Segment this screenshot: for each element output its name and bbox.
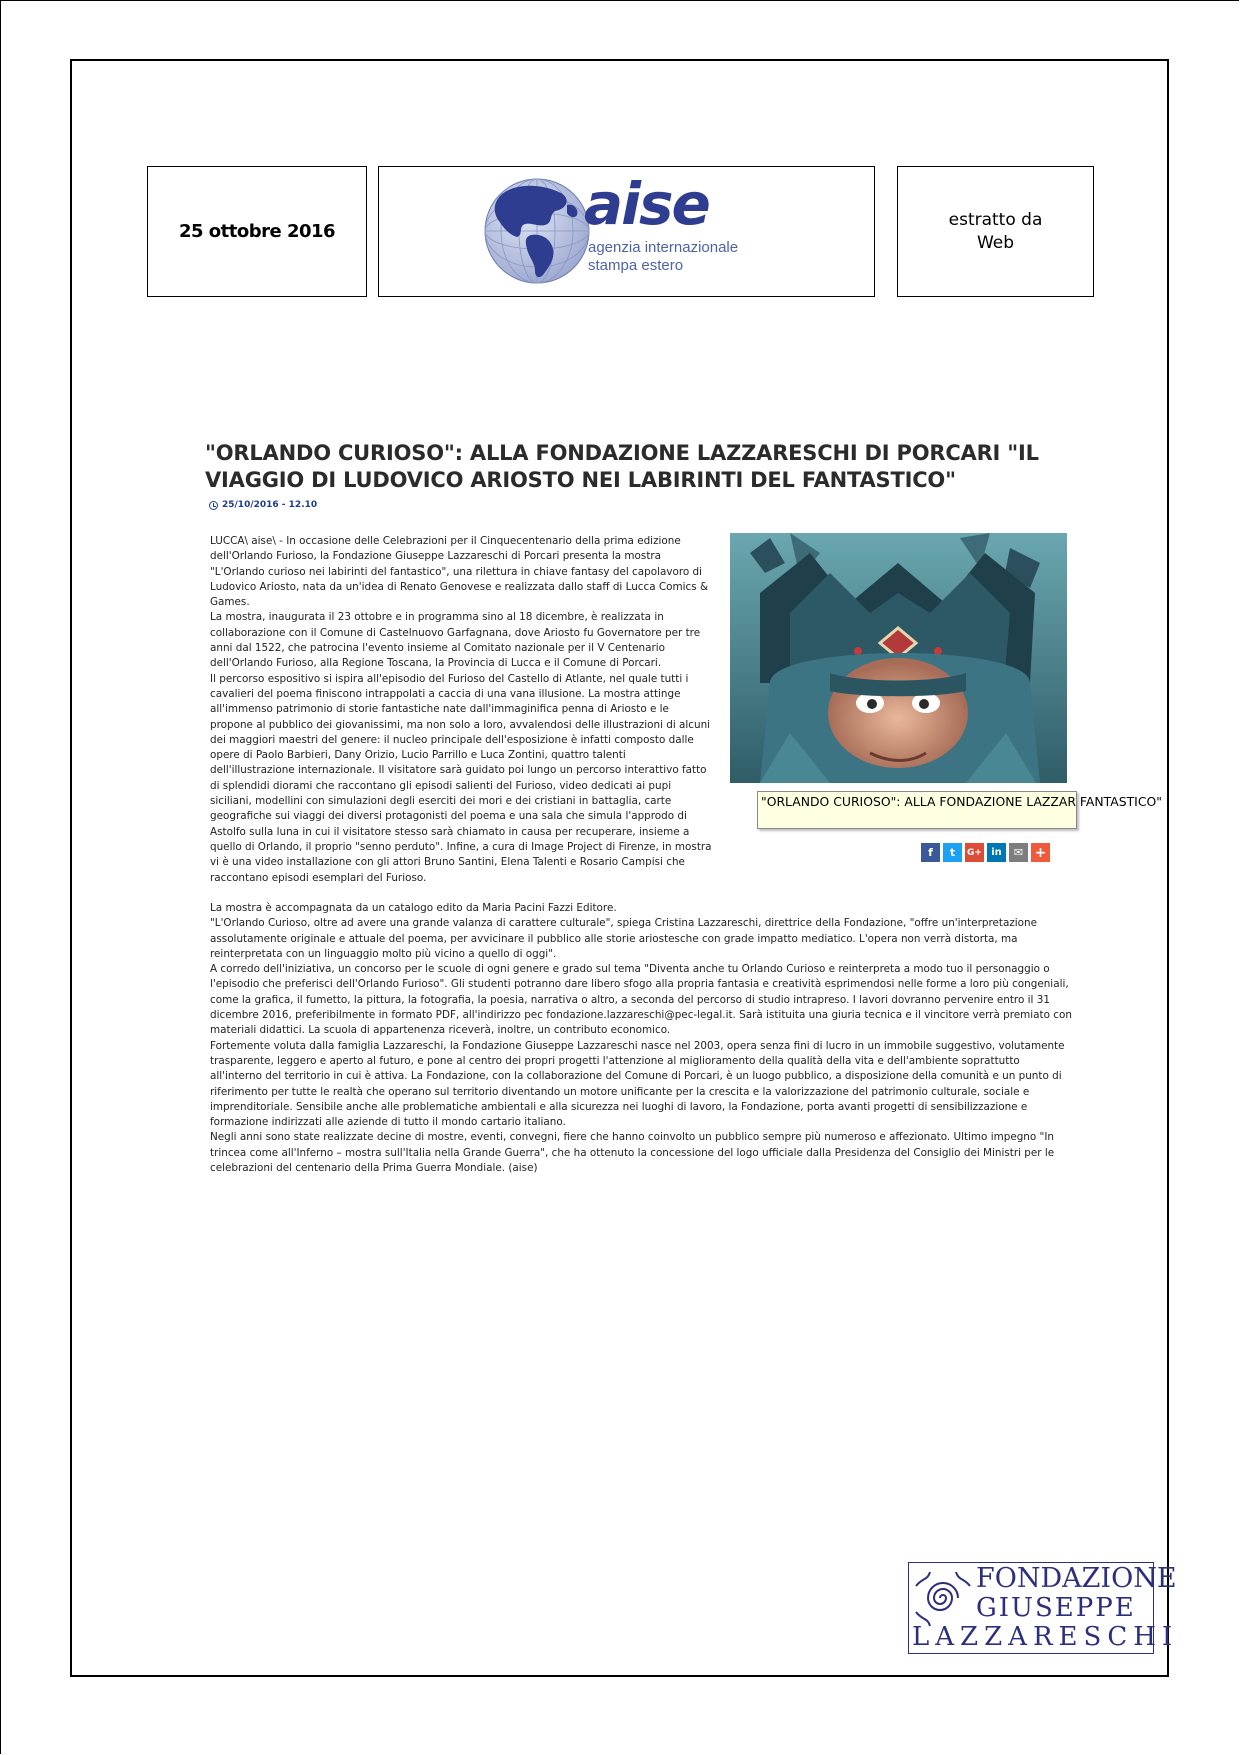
email-icon[interactable]: ✉ — [1009, 843, 1028, 862]
article-paragraph: La mostra, inaugurata il 23 ottobre e in programma sino al 18 dicembre, è realizzata in collaborazione con il Comune di Castelnuovo Garfagnana, dove Ariosto fu Governatore per tre anni dal 1522, che patrocina l'evento insieme al Comitato nazionale per il V Centenario dell'Orlando Furioso, alla Regione Toscana, la Provincia di Lucca e il Comune di Porcari. — [210, 611, 701, 670]
facebook-icon[interactable]: f — [921, 843, 940, 862]
article-paragraph: A corredo dell'iniziativa, un concorso per le scuole di ogni genere e grado sul tema "Diventa anche tu Orlando Curioso e reinterpreta a modo tuo il personaggio o l'episodio che preferisci dell'Orlando Furioso". Gli studenti potranno dare libero sfogo alla propria fantasia e creatività esprimendosi nelle forme a loro più congeniali, come la grafica, il fumetto, la pittura, la fotografia, la poesia, narrativa o altro, a seconda del percorso di studio intrapreso. I lavori dovranno pervenire entro il 31 dicembre 2016, preferibilmente in formato PDF, all'indirizzo pec fondazione.lazzareschi@pec-legal.it. Sarà istituita una giuria tecnica e il vincitore verrà premiato con materiali didattici. La scuola di appartenenza riceverà, inoltre, un contributo economico. — [210, 963, 1072, 1037]
article-paragraph: Il percorso espositivo si ispira all'episodio del Furioso del Castello di Atlante, nel quale tutti i cavalieri del poema finiscono intrappolati a caccia di una vana illusione. La mostra attinge all'immenso patrimonio di storie fantastiche nate dall'immaginifica penna di Ariosto e le propone al pubblico dei giovanissimi, ma non solo a loro, avvalendosi delle illustrazioni di alcuni dei maggiori maestri del genere: il nucleo principale dell'esposizione è infatti composto dalle opere di Paolo Barbieri, Dany Orizio, Lucio Parrillo e Luca Zontini, quattro talenti dell'illustrazione internazionale. Il visitatore sarà guidato poi lungo un percorso interattivo fatto di splendidi diorami che raccontano gli episodi salienti del Furioso, video dedicati ai pupi siciliani, modellini con simulazioni degli eserciti dei mori e dei cristiani in battaglia, carte geografiche sui viaggi dei diversi protagonisti del poema e una sala che simula l'approdo di Astolfo sulla luna in cui il visitatore stesso sarà chiamato in causa per recuperare, insieme a quello di Orlando, il proprio "senno perduto". Infine, a cura di Image Project di Firenze, in mostra vi è una video installazione con gli attori Bruno Santini, Elena Talenti e Rosario Campisi che raccontano episodi esemplari del Furioso. — [210, 672, 712, 884]
article-paragraph: Negli anni sono state realizzate decine di mostre, eventi, convegni, fiere che hanno coinvolto un pubblico sempre più numeroso e affezionato. Ultimo impegno "In trincea come all'Inferno – mostra sull'Italia nella Grande Guerra", che ha ottenuto la concessione del logo ufficiale dalla Presidenza del Consiglio dei Ministri per le celebrazioni del centenario della Prima Guerra Mondiale. (aise) — [210, 1131, 1055, 1175]
article-body-top — [210, 534, 713, 886]
article-body-bottom — [210, 901, 1072, 1176]
knight-illustration — [730, 533, 1067, 783]
article-paragraph: LUCCA\ aise\ - In occasione delle Celebrazioni per il Cinquecentenario della prima edizione dell'Orlando Furioso, la Fondazione Giuseppe Lazzareschi di Porcari presenta la mostra "L'Orlando curioso nei labirinti del fantastico", una rilettura in chiave fantasy del capolavoro di Ludovico Ariosto, nata da un'idea di Renato Genovese e realizzata dallo staff di Lucca Comics & Games. — [210, 535, 709, 609]
aise-tagline — [588, 239, 738, 275]
article-illustration — [730, 533, 1067, 783]
clock-icon — [209, 501, 218, 510]
twitter-icon[interactable]: t — [943, 843, 962, 862]
aise-logo-box — [378, 166, 875, 297]
spiral-emblem-icon — [912, 1566, 974, 1630]
publication-date: 25 ottobre 2016 — [178, 221, 336, 242]
fondazione-lazzareschi-logo — [908, 1562, 1179, 1654]
aise-wordmark: aise — [584, 170, 709, 238]
aise-tagline-line2: stampa estero — [588, 257, 684, 274]
source-box — [897, 166, 1094, 297]
article-paragraph: Fortemente voluta dalla famiglia Lazzareschi, la Fondazione Giuseppe Lazzareschi nasce nel 2003, opera senza fini di lucro in un immobile suggestivo, volutamente trasparente, leggero e aperto al futuro, e pone al centro dei propri progetti l'attenzione al miglioramento della qualità della vita e dell'ambiente soprattutto all'interno del territorio in cui è attiva. La Fondazione, con la collaborazione del Comune di Porcari, è un luogo pubblico, a disposizione della comunità e un punto di riferimento per tutte le realtà che operano sul territorio diventando un motore unificante per la crescita e la valorizzazione del patrimonio culturale, sociale e imprenditoriale. Sensibile anche alle problematiche ambientali e alla sicurezza nei luoghi di lavoro, la Fondazione, porta avanti progetti di sensibilizzazione e formazione indirizzati alle aziende di tutto il mondo cartario italiano. — [210, 1039, 1065, 1129]
logo-line-lazzareschi: LAZZARESCHI — [912, 1622, 1179, 1652]
logo-line-fondazione: FONDAZIONE — [976, 1563, 1177, 1594]
more-share-icon[interactable]: + — [1031, 843, 1050, 862]
logo-line-giuseppe: GIUSEPPE — [976, 1593, 1136, 1623]
image-caption-tooltip: "ORLANDO CURIOSO": ALLA FONDAZIONE LAZZAR FANTASTICO" — [757, 791, 1077, 829]
article-meta — [209, 500, 317, 510]
linkedin-icon[interactable]: in — [987, 843, 1006, 862]
source-type: Web — [976, 232, 1015, 253]
article-timestamp: 25/10/2016 - 12.10 — [222, 500, 318, 510]
date-box — [147, 166, 367, 297]
article-paragraph: "L'Orlando Curioso, oltre ad avere una grande valanza di carattere culturale", spiega Cristina Lazzareschi, direttrice della Fondazione, "offre un'interpretazione assolutamente originale e attuale del poema, per avvicinare il pubblico alle storie ariostesche con grade impatto mediatico. L'opera non verrà distorta, ma reinterpretata con un linguaggio molto più vicino a quello di oggi". — [210, 917, 1037, 960]
aise-tagline-line1: agenzia internazionale — [588, 239, 739, 256]
source-label: estratto da — [948, 209, 1043, 230]
article-title: "ORLANDO CURIOSO": ALLA FONDAZIONE LAZZARESCHI DI PORCARI "IL VIAGGIO DI LUDOVICO ARIOSTO NEI LABIRINTI DEL FANTASTICO" — [205, 441, 1039, 492]
share-bar — [921, 843, 1050, 862]
google-plus-icon[interactable]: G+ — [965, 843, 984, 862]
article-paragraph: La mostra è accompagnata da un catalogo edito da Maria Pacini Fazzi Editore. — [210, 902, 617, 914]
